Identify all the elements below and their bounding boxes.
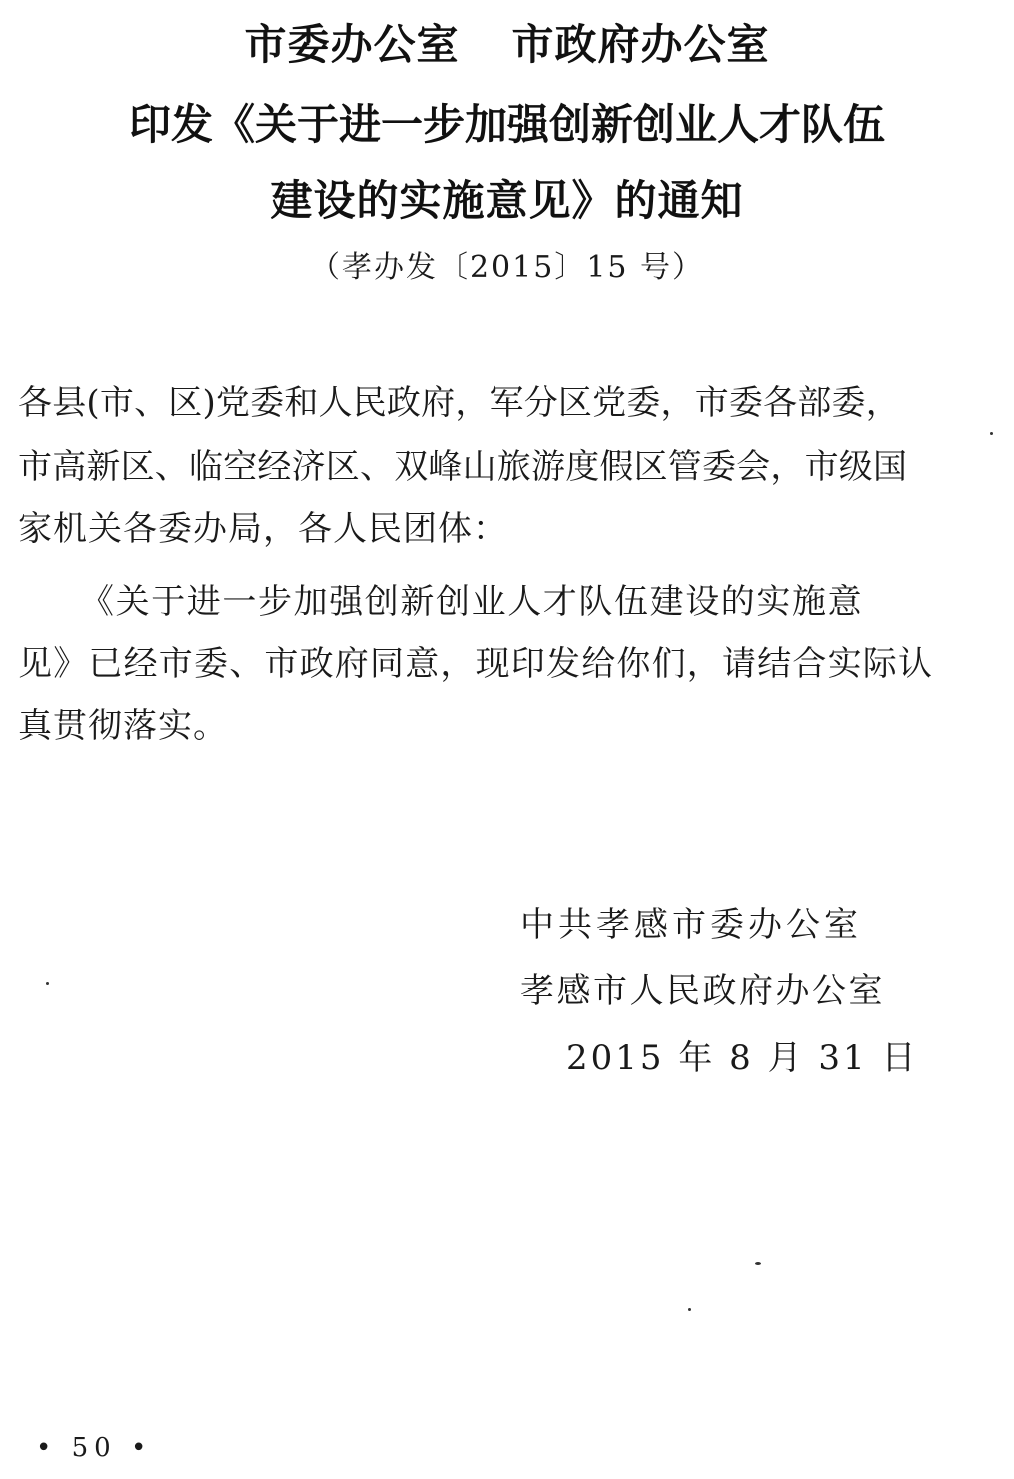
document-title-issuers — [0, 20, 1014, 70]
scan-speck — [688, 1308, 691, 1311]
signature-party-office: 中共孝感市委办公室 — [520, 905, 862, 945]
scan-speck — [990, 432, 993, 435]
signature-government-office: 孝感市人民政府办公室 — [520, 971, 885, 1011]
document-title-line-3: 建设的实施意见》的通知 — [270, 176, 744, 225]
body-paragraph-line: 《关于进一步加强创新创业人才队伍建设的实施意 — [80, 582, 864, 622]
issuer-party-office: 市委办公室 — [244, 20, 460, 69]
scan-speck — [755, 1262, 761, 1265]
document-number: （孝办发〔2015〕15 号） — [309, 250, 705, 285]
page-number: • 50 • — [36, 1433, 153, 1463]
issuer-government-office: 市政府办公室 — [511, 20, 770, 69]
document-title-line-2: 印发《关于进一步加强创新创业人才队伍 — [128, 100, 885, 149]
addressee-line: 各县(市、区)党委和人民政府，军分区党委，市委各部委， — [18, 383, 900, 423]
addressee-line: 家机关各委办局，各人民团体： — [18, 509, 508, 549]
addressee-line: 市高新区、临空经济区、双峰山旅游度假区管委会，市级国 — [18, 447, 908, 487]
body-paragraph-line: 真贯彻落实。 — [18, 706, 228, 746]
scan-speck — [46, 982, 49, 985]
body-paragraph-line: 见》已经市委、市政府同意，现印发给你们，请结合实际认 — [18, 644, 934, 684]
signature-date: 2015 年 8 月 31 日 — [566, 1038, 919, 1078]
